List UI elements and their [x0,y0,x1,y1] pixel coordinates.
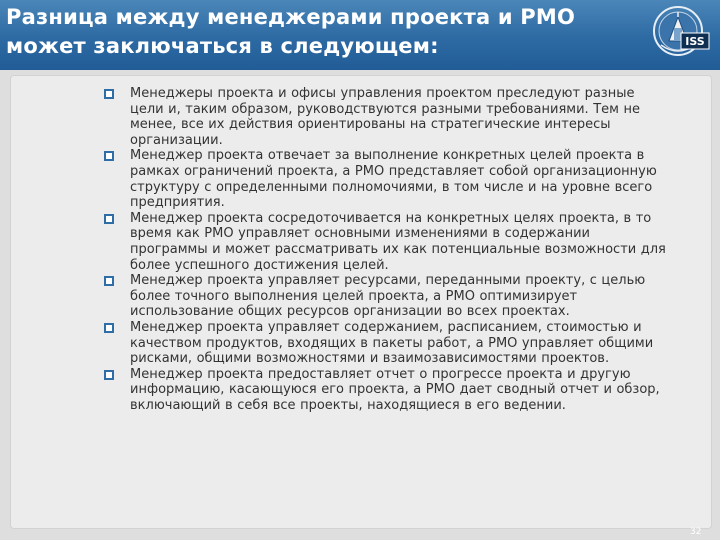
slide-title: Разница между менеджерами проекта и PMO может заключаться в следующем: [6,5,576,58]
list-item-text: Менеджер проекта отвечает за выполнение конкретных целей проекта в рамках ограничений проекта, а PMO представляет собой организационную структуру с определенными полномочиями, в том числе и на уровне всего предприятия. [130,148,657,211]
bullet-list [104,86,666,413]
list-item-text: Менеджеры проекта и офисы управления проектом преследуют разные цели и, таким образом, руководствуются разными требованиями. Тем не менее, все их действия ориентированы на стратегические интересы организации. [130,86,640,148]
square-bullet-icon [104,151,114,161]
list-item [104,273,666,320]
list-item [104,148,666,210]
square-bullet-icon [104,323,114,333]
list-item-text: Менеджер проекта предоставляет отчет о прогрессе проекта и другую информацию, касающуюся его проекта, а PMO дает сводный отчет и обзор, включающий в себя все проекты, находящиеся в его ведении. [130,366,660,413]
list-item-text: Менеджер проекта управляет ресурсами, переданными проекту, с целью более точного выполнения целей проекта, а PMO оптимизирует использование общих ресурсов организации во всех проектах. [130,273,646,320]
university-emblem-icon [651,3,713,65]
list-item [104,320,666,367]
list-item [104,211,666,273]
square-bullet-icon [104,370,114,380]
slide-header [0,0,720,70]
list-item [104,367,666,414]
square-bullet-icon [104,89,114,99]
page-number: 32 [690,527,702,537]
list-item-text: Менеджер проекта сосредоточивается на конкретных целях проекта, в то время как PMO управляет основными изменениями в содержании программы и может рассматривать их как потенциальные возможности для более успешного достижения целей. [130,210,666,273]
logo-text: ISS [685,35,705,48]
list-item-text: Менеджер проекта управляет содержанием, расписанием, стоимостью и качеством продуктов, входящих в пакеты работ, а PMO управляет общими рисками, общими возможностями и взаимозависимостями проектов. [130,319,654,367]
square-bullet-icon [104,214,114,224]
list-item [104,86,666,148]
square-bullet-icon [104,276,114,286]
